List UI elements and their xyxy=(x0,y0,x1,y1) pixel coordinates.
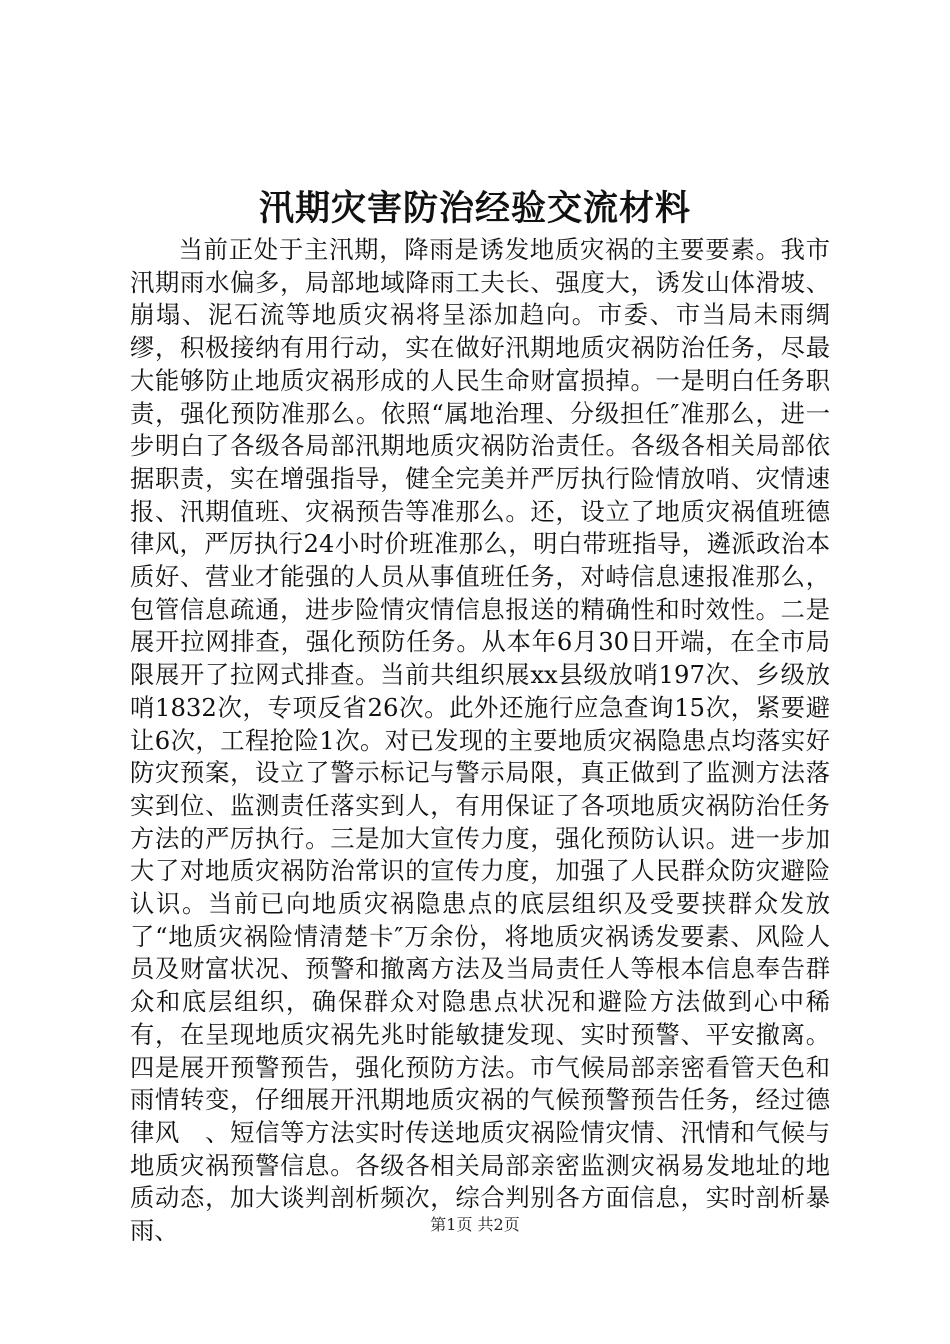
document-body-paragraph: 当前正处于主汛期，降雨是诱发地质灾祸的主要要素。我市汛期雨水偏多，局部地域降雨工夫长、强度大，诱发山体滑坡、崩塌、泥石流等地质灾祸将呈添加趋向。市委、市当局未雨绸缪，积极接纳有用行动，实在做好汛期地质灾祸防治任务，尽最大能够防止地质灾祸形成的人民生命财富损掉。一是明白任务职责，强化预防准那么。依照“属地治理、分级担任″准那么，进一步明白了各级各局部汛期地质灾祸防治责任。各级各相关局部依据职责，实在增强指导，健全完美并严厉执行险情放哨、灾情速报、汛期值班、灾祸预告等准那么。还，设立了地质灾祸值班德律风，严厉执行24小时价班准那么，明白带班指导，遴派政治本质好、营业才能强的人员从事值班任务，对峙信息速报准那么，包管信息疏通，进步险情灾情信息报送的精确性和时效性。二是展开拉网排查，强化预防任务。从本年6月30日开端，在全市局限展开了拉网式排查。当前共组织展xx县级放哨197次、乡级放哨1832次，专项反省26次。此外还施行应急查询15次，紧要避让6次，工程抢险1次。对已发现的主要地质灾祸隐患点均落实好防灾预案，设立了警示标记与警示局限，真正做到了监测方法落实到位、监测责任落实到人，有用保证了各项地质灾祸防治任务方法的严厉执行。三是加大宣传力度，强化预防认识。进一步加大了对地质灾祸防治常识的宣传力度，加强了人民群众防灾避险认识。当前已向地质灾祸隐患点的底层组织及受要挟群众发放了“地质灾祸险情清楚卡″万余份，将地质灾祸诱发要素、风险人员及财富状况、预警和撤离方法及当局责任人等根本信息奉告群众和底层组织，确保群众对隐患点状况和避险方法做到心中稀有，在呈现地质灾祸先兆时能敏捷发现、实时预警、平安撤离。四是展开预警预告，强化预防方法。市气候局部亲密看管天色和雨情转变，仔细展开汛期地质灾祸的气候预警预告任务，经过德律风 、短信等方法实时传送地质灾祸险情灾情、汛情和气候与地质灾祸预警信息。各级各相关局部亲密监测灾祸易发地址的地质动态，加大谈判剖析频次，综合判别各方面信息，实时剖析暴雨、 xyxy=(130,235,830,1246)
document-title: 汛期灾害防治经验交流材料 xyxy=(258,188,691,229)
page-number-footer: 第1页 共2页 xyxy=(430,1215,520,1234)
